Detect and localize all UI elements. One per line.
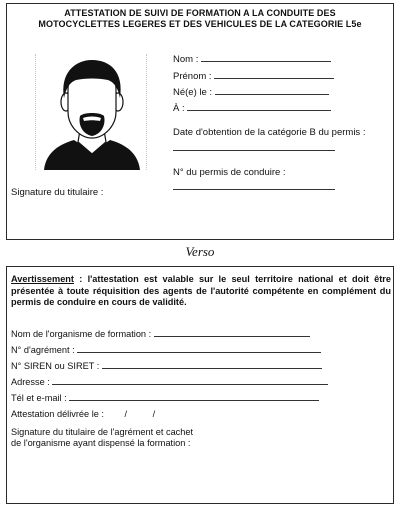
field-adresse[interactable] — [11, 377, 328, 388]
field-agrement-label: N° d'agrément : — [11, 345, 75, 355]
field-organisme[interactable] — [11, 329, 310, 340]
document-title — [7, 8, 393, 30]
field-nom-label: Nom : — [173, 54, 199, 65]
field-adresse-line[interactable] — [52, 377, 328, 385]
field-date-obtention — [173, 127, 365, 139]
title-line-2: MOTOCYCLETTES LEGERES ET DES VEHICULES DE LA CATEGORIE L5e — [38, 19, 362, 29]
field-agrement-line[interactable] — [77, 345, 321, 353]
warning-text: : l'attestation est valable sur le seul territoire national et doit être présentée à toute réquisition des agents de l'autorité compétente en complément du permis de conduire en cours de validité. — [11, 274, 391, 307]
field-num-permis — [173, 167, 286, 179]
person-silhouette-icon — [36, 54, 148, 170]
field-a[interactable] — [173, 102, 331, 115]
field-tel-label: Tél et e-mail : — [11, 393, 67, 403]
field-delivree-label: Attestation délivrée le : — [11, 409, 104, 419]
field-prenom[interactable] — [173, 70, 334, 83]
field-a-line[interactable] — [187, 102, 331, 111]
field-prenom-label: Prénom : — [173, 71, 212, 82]
field-organisme-line[interactable] — [154, 329, 310, 337]
signature-titulaire[interactable] — [11, 187, 103, 199]
field-adresse-label: Adresse : — [11, 377, 50, 387]
field-date-obtention-line[interactable] — [173, 150, 335, 151]
field-tel[interactable] — [11, 393, 319, 404]
field-tel-line[interactable] — [69, 393, 319, 401]
field-num-permis-label: N° du permis de conduire : — [173, 167, 286, 178]
field-nee-le-label: Né(e) le : — [173, 87, 213, 98]
field-siren-label: N° SIREN ou SIRET : — [11, 361, 100, 371]
field-nee-le[interactable] — [173, 86, 329, 99]
warning-notice — [11, 274, 391, 309]
signature-organisme[interactable] — [11, 427, 193, 449]
field-a-label: À : — [173, 103, 185, 114]
field-nee-le-line[interactable] — [215, 86, 329, 95]
field-agrement[interactable] — [11, 345, 321, 356]
signature-titulaire-label: Signature du titulaire : — [11, 187, 104, 198]
field-nom-line[interactable] — [201, 53, 331, 62]
field-siren-line[interactable] — [102, 361, 322, 369]
field-num-permis-line[interactable] — [173, 189, 335, 190]
title-line-1: ATTESTATION DE SUIVI DE FORMATION A LA CONDUITE DES — [64, 8, 336, 18]
verso-card — [6, 266, 394, 504]
field-prenom-line[interactable] — [214, 70, 334, 79]
field-organisme-label: Nom de l'organisme de formation : — [11, 329, 152, 339]
field-nom[interactable] — [173, 53, 331, 66]
field-date-obtention-label: Date d'obtention de la catégorie B du permis : — [173, 127, 366, 138]
photo-placeholder[interactable] — [35, 54, 147, 170]
field-siren[interactable] — [11, 361, 322, 372]
verso-label: Verso — [185, 244, 215, 259]
signature-organisme-line-2: de l'organisme ayant dispensé la formation : — [11, 438, 191, 448]
recto-card — [6, 3, 394, 240]
date-separators: / / — [124, 409, 156, 419]
field-delivree[interactable] — [11, 409, 155, 420]
warning-heading: Avertissement — [11, 274, 74, 284]
signature-organisme-line-1: Signature du titulaire de l'agrément et cachet — [11, 427, 194, 437]
